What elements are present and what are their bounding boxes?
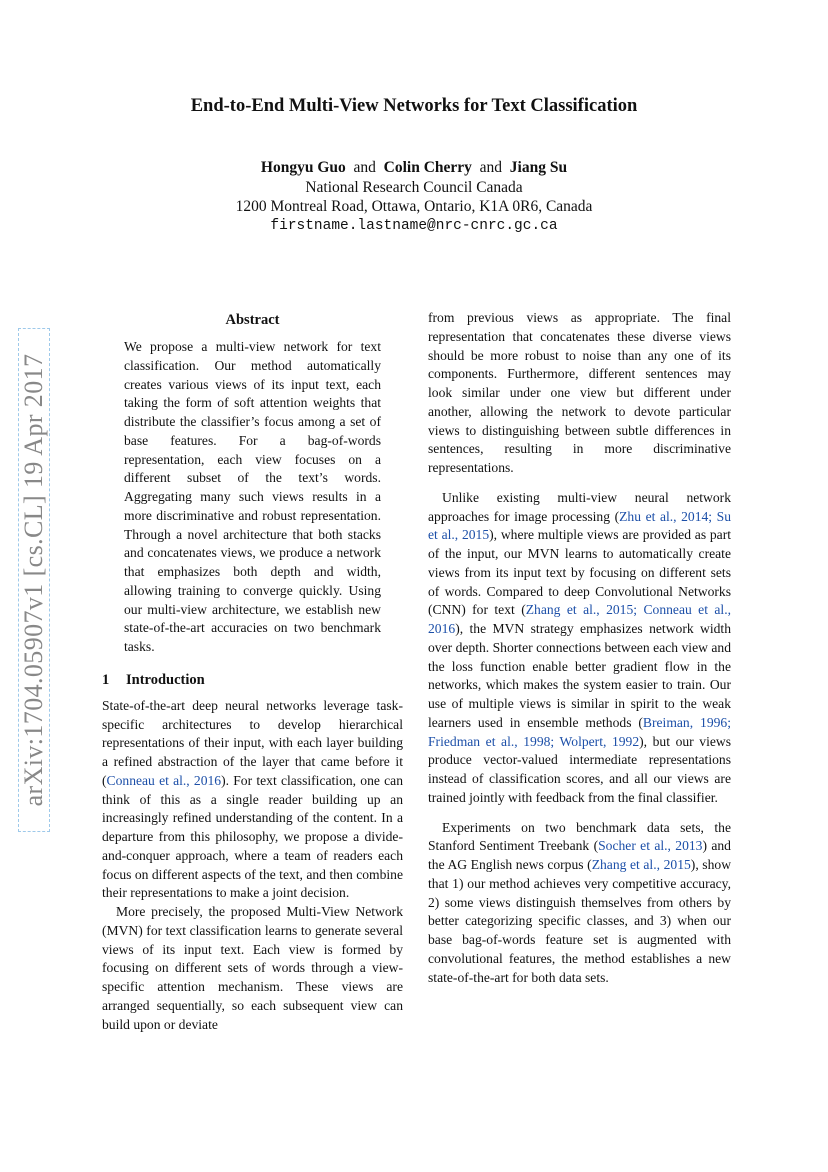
author-separator: and bbox=[479, 159, 503, 176]
abstract-text: We propose a multi-view network for text classification. Our method automatically creates various views of its input text, each taking the form of soft attention weights that distribute the classifier’s focus among a set of base features. For a bag-of-words representation, each view focuses on a different subset of the text’s words. Aggregating many such views results in a more discriminative and robust representation. Through a novel architecture that both stacks and concatenates views, we produce a network that emphasizes both depth and width, allowing training to converge quickly. Using our multi-view architecture, we establish new state-of-the-art accuracies on two benchmark tasks. bbox=[124, 339, 381, 654]
author-separator: and bbox=[353, 159, 376, 176]
citation-link[interactable]: Zhang et al., 2015 bbox=[591, 857, 691, 872]
citation-link[interactable]: Socher et al., 2013 bbox=[598, 838, 703, 854]
intro-paragraph-2-continued: from previous views as appropriate. The final representation that concatenates these diverse views should be more robust to noise than any one of its components. Furthermore, different sentences may look similar under one view but different under another, allowing the network to devote particular views to distinguishing between subtle differences in sentences, resulting in more discriminative representations. bbox=[428, 310, 731, 475]
right-column bbox=[428, 309, 731, 987]
arxiv-identifier-stamp: arXiv:1704.05907v1 [cs.CL] 19 Apr 2017 bbox=[18, 328, 50, 832]
author-address: 1200 Montreal Road, Ottawa, Ontario, K1A 0R6, Canada bbox=[235, 198, 593, 215]
paper-title: End-to-End Multi-View Networks for Text Classification bbox=[190, 96, 638, 116]
intro-paragraph-1: State-of-the-art deep neural networks leverage task-specific architectures to develop hierarchical representations of their input, with each layer building a refined abstraction of the layer that came before it (Conneau et al., 2016). For text classification, one can think of this as a single reader building up an increasingly refined understanding of the content. In a departure from this philosophy, we propose a divide-and-conquer approach, where a team of readers each focus on different aspects of the text, and then combine their representations to make a joint decision. bbox=[102, 697, 403, 901]
section-title: Introduction bbox=[126, 671, 205, 688]
citation-link[interactable]: Breiman, 1996; Friedman et al., 1998; Wolpert, 1992 bbox=[428, 714, 731, 749]
left-column bbox=[102, 309, 403, 1034]
intro-paragraph-2: More precisely, the proposed Multi-View Network (MVN) for text classification learns to generate several views of its input text. Each view is formed by focusing on different sets of words through a view-specific attention mechanism. These views are arranged sequentially, so each subsequent view can build upon or deviate bbox=[102, 904, 403, 1032]
intro-paragraph-3: Unlike existing multi-view neural network approaches for image processing (Zhu et al., 2014; Su et al., 2015), where multiple views are provided as part of the input, our MVN learns to automatically create views from its input text by focusing on different sets of words. Compared to deep Convolutional Networks (CNN) for text (Zhang et al., 2015; Conneau et al., 2016), the MVN strategy emphasizes network width over depth. Shorter connections between each view and the loss function enable better gradient flow in the networks, which makes the system easier to train. Our use of multiple views is similar in spirit to the weak learners used in ensemble methods (Breiman, 1996; Friedman et al., 1998; Wolpert, 1992), but our views produce vector-valued intermediate representations instead of classification scores, and all our views are trained jointly with feedback from the final classifier. bbox=[428, 489, 732, 805]
author-names bbox=[0, 158, 828, 178]
author-block bbox=[0, 158, 828, 236]
intro-paragraph-4: Experiments on two benchmark data sets, the Stanford Sentiment Treebank (Socher et al., 2013) and the AG English news corpus (Zhang et al., 2015), show that 1) our method achieves very competitive accuracy, 2) some views distinguish themselves from others by better categorizing specific classes, and 3) when our base bag-of-words feature set is augmented with convolutional features, the method establishes a new state-of-the-art for both data sets. bbox=[428, 819, 732, 985]
citation-link[interactable]: Conneau et al., 2016 bbox=[106, 772, 222, 788]
author-email: firstname.lastname@nrc-cnrc.gc.ca bbox=[270, 217, 558, 234]
citation-link[interactable]: Zhang et al., 2015; Conneau et al., 2016 bbox=[428, 602, 731, 636]
abstract-heading: Abstract bbox=[225, 312, 280, 328]
citation-link[interactable]: Zhu et al., 2014; Su et al., 2015 bbox=[428, 508, 732, 543]
section-number: 1 bbox=[102, 671, 110, 688]
section-heading-introduction bbox=[102, 671, 403, 689]
author-name: Colin Cherry bbox=[383, 159, 472, 176]
author-name: Jiang Su bbox=[509, 159, 568, 176]
author-affiliation: National Research Council Canada bbox=[305, 178, 523, 196]
author-name: Hongyu Guo bbox=[260, 159, 346, 176]
